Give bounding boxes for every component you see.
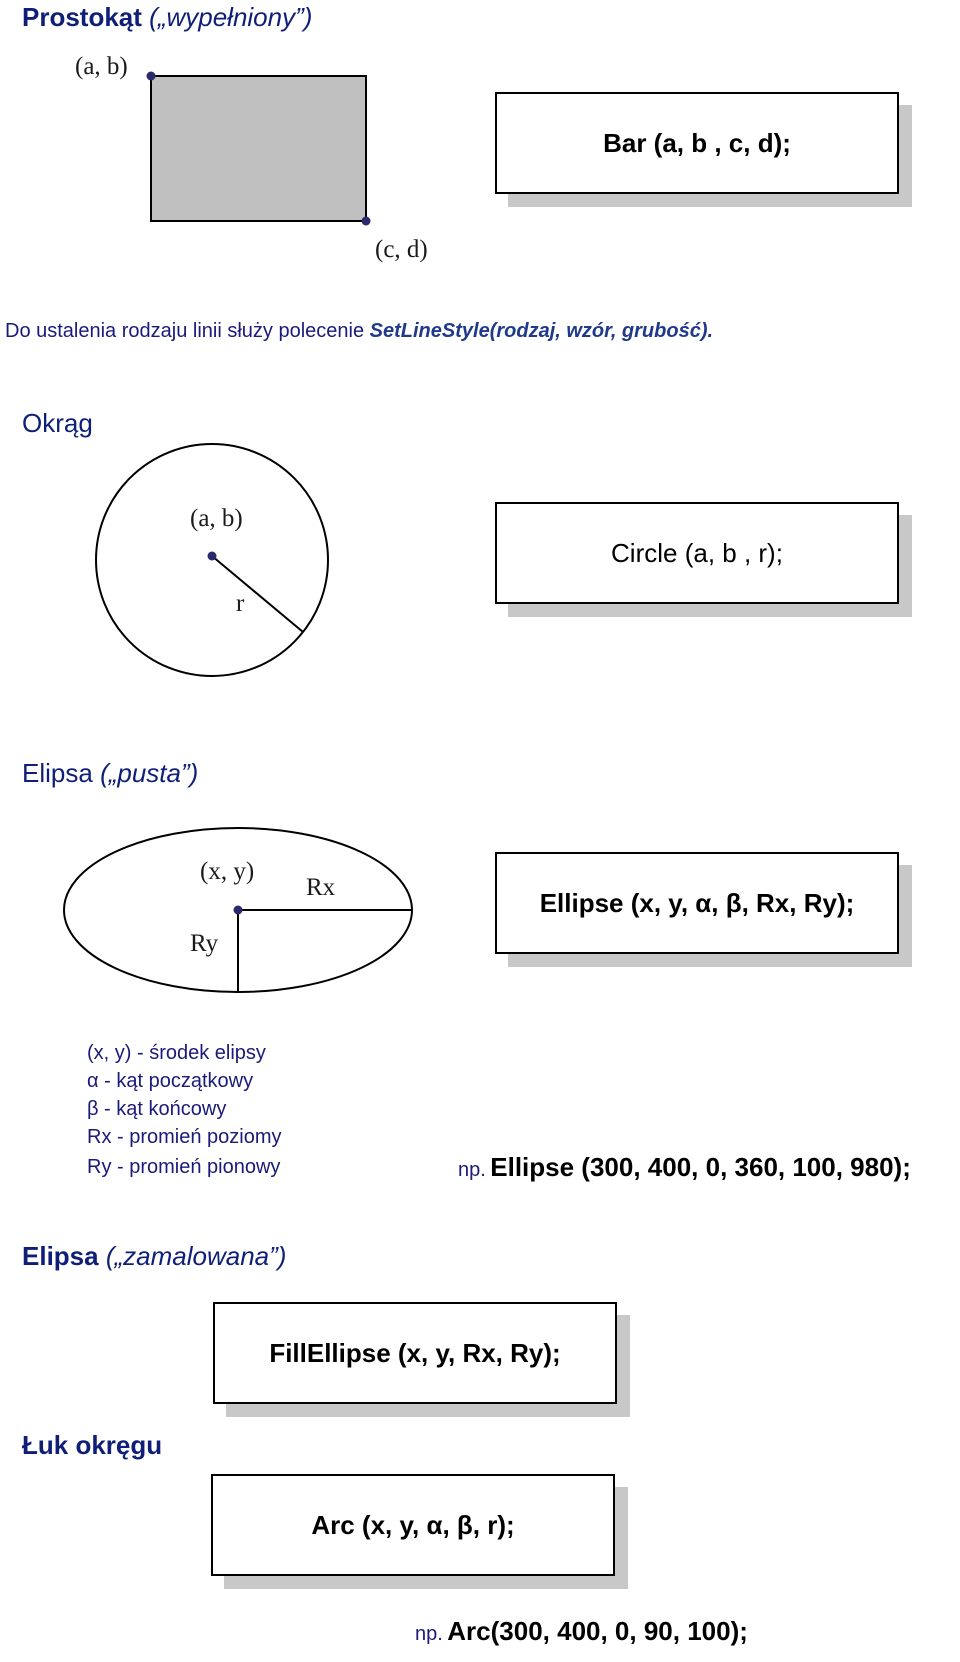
ellipse-code: Ellipse (x, y, α, β, Rx, Ry); bbox=[539, 887, 855, 918]
fillellipse-title: Elipsa bbox=[22, 1241, 99, 1271]
rect-label-cd: (c, d) bbox=[375, 236, 428, 263]
ellipse-example-prefix: np. bbox=[458, 1159, 486, 1181]
ellipse-label-xy: (x, y) bbox=[200, 858, 255, 885]
ellipse-example bbox=[458, 1152, 911, 1183]
rect-label-ab: (a, b) bbox=[75, 53, 128, 80]
linestyle-command: SetLineStyle(rodzaj, wzór, grubość). bbox=[369, 320, 714, 342]
ellipse-label-ry: Ry bbox=[190, 930, 219, 957]
rect-title: Prostokąt bbox=[22, 2, 142, 32]
ellipse-center-marker bbox=[234, 906, 243, 915]
fillellipse-code: FillEllipse (x, y, Rx, Ry); bbox=[269, 1337, 561, 1368]
legend-line-ry: Ry - promień pionowy bbox=[87, 1156, 281, 1178]
circle-label-r: r bbox=[236, 590, 245, 617]
bar-code: Bar (a, b , c, d); bbox=[603, 127, 791, 158]
circle-label-ab: (a, b) bbox=[190, 505, 243, 532]
rect-heading bbox=[22, 2, 312, 33]
fillellipse-heading bbox=[22, 1241, 286, 1272]
circle-code: Circle (a, b , r); bbox=[611, 537, 783, 568]
fillellipse-code-box bbox=[213, 1302, 617, 1404]
ellipse-code-box bbox=[495, 852, 899, 954]
arc-heading bbox=[22, 1430, 162, 1461]
circle-radius-line bbox=[212, 556, 303, 632]
ellipse-title: Elipsa bbox=[22, 758, 93, 788]
legend-line-center: (x, y) - środek elipsy bbox=[87, 1042, 266, 1064]
arc-code: Arc (x, y, α, β, r); bbox=[311, 1509, 515, 1540]
legend-line-alpha: α - kąt początkowy bbox=[87, 1070, 254, 1092]
ellipse-heading bbox=[22, 758, 198, 789]
legend-line-beta: β - kąt końcowy bbox=[87, 1098, 227, 1120]
arc-example-prefix: np. bbox=[415, 1623, 443, 1645]
circle-center-marker bbox=[208, 552, 217, 561]
arc-code-box bbox=[211, 1474, 615, 1576]
bar-code-box bbox=[495, 92, 899, 194]
linestyle-prefix: Do ustalenia rodzaju linii służy polecenie bbox=[5, 320, 370, 342]
point-cd-marker bbox=[362, 217, 371, 226]
circle-title: Okrąg bbox=[22, 408, 93, 438]
arc-example-code: Arc(300, 400, 0, 90, 100); bbox=[447, 1616, 748, 1646]
rect-subtitle: („wypełniony”) bbox=[149, 2, 313, 32]
filled-rectangle bbox=[151, 76, 366, 221]
arc-example bbox=[415, 1616, 748, 1647]
legend-line-rx: Rx - promień poziomy bbox=[87, 1126, 282, 1148]
arc-title: Łuk okręgu bbox=[22, 1430, 163, 1460]
ellipse-subtitle: („pusta”) bbox=[100, 758, 199, 788]
ellipse-example-code: Ellipse (300, 400, 0, 360, 100, 980); bbox=[490, 1152, 911, 1182]
point-ab-marker bbox=[147, 72, 156, 81]
linestyle-sentence bbox=[5, 320, 713, 343]
fillellipse-subtitle: („zamalowana”) bbox=[105, 1241, 287, 1271]
circle-heading bbox=[22, 408, 93, 439]
circle-code-box bbox=[495, 502, 899, 604]
ellipse-label-rx: Rx bbox=[306, 874, 336, 901]
